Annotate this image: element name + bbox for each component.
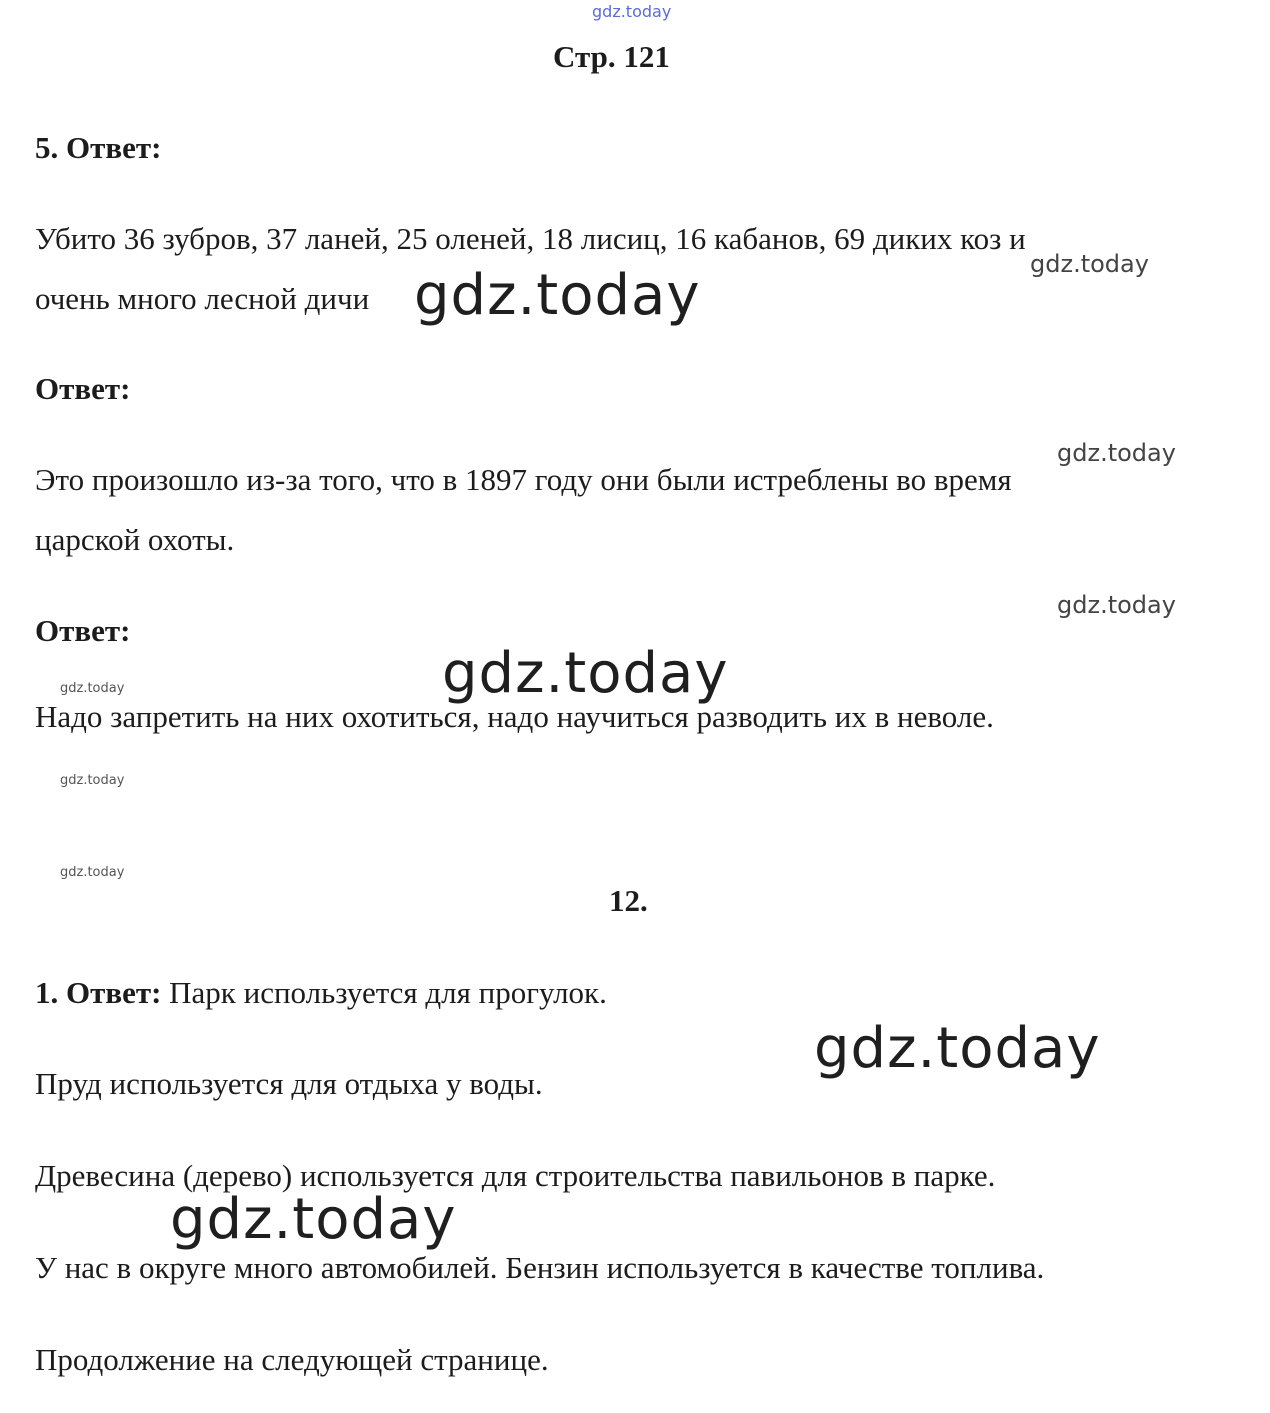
watermark-big-1: gdz.today bbox=[414, 263, 701, 328]
answer-3-label: Ответ: bbox=[35, 613, 131, 648]
watermark-small-2: gdz.today bbox=[60, 773, 125, 788]
watermark-small-3: gdz.today bbox=[60, 865, 125, 880]
watermark-big-3: gdz.today bbox=[814, 1016, 1101, 1081]
section-12-line-5: Продолжение на следующей странице. bbox=[35, 1342, 549, 1377]
section-12-line-4: У нас в округе много автомобилей. Бензин используется в качестве топлива. bbox=[35, 1250, 1045, 1285]
q5-answer-label: 5. Ответ: bbox=[35, 130, 162, 165]
q5-answer-line-2: очень много лесной дичи bbox=[35, 281, 370, 316]
page-header: Стр. 121 bbox=[553, 39, 670, 74]
watermark-top: gdz.today bbox=[592, 2, 672, 21]
section-number: 12. bbox=[609, 883, 648, 918]
section-12-q1-label: 1. Ответ: bbox=[35, 975, 162, 1010]
section-12-line-3: Древесина (дерево) используется для строительства павильонов в парке. bbox=[35, 1158, 996, 1193]
answer-3-line-1: Надо запретить на них охотиться, надо научиться разводить их в неволе. bbox=[35, 699, 994, 734]
answer-2-line-1: Это произошло из-за того, что в 1897 году они были истреблены во время bbox=[35, 462, 1012, 497]
section-12-q1 bbox=[35, 977, 607, 1008]
watermark-mid-right-3: gdz.today bbox=[1057, 591, 1176, 619]
watermark-big-4: gdz.today bbox=[170, 1187, 457, 1252]
watermark-big-2: gdz.today bbox=[442, 641, 729, 706]
answer-2-line-2: царской охоты. bbox=[35, 522, 235, 557]
q5-answer-line-1: Убито 36 зубров, 37 ланей, 25 оленей, 18 лисиц, 16 кабанов, 69 диких коз и bbox=[35, 221, 1026, 256]
watermark-mid-right-2: gdz.today bbox=[1057, 439, 1176, 467]
watermark-small-1: gdz.today bbox=[60, 681, 125, 696]
answer-2-label: Ответ: bbox=[35, 371, 131, 406]
section-12-q1-text: Парк используется для прогулок. bbox=[161, 975, 607, 1010]
watermark-mid-right-1: gdz.today bbox=[1030, 250, 1149, 278]
section-12-line-2: Пруд используется для отдыха у воды. bbox=[35, 1066, 543, 1101]
